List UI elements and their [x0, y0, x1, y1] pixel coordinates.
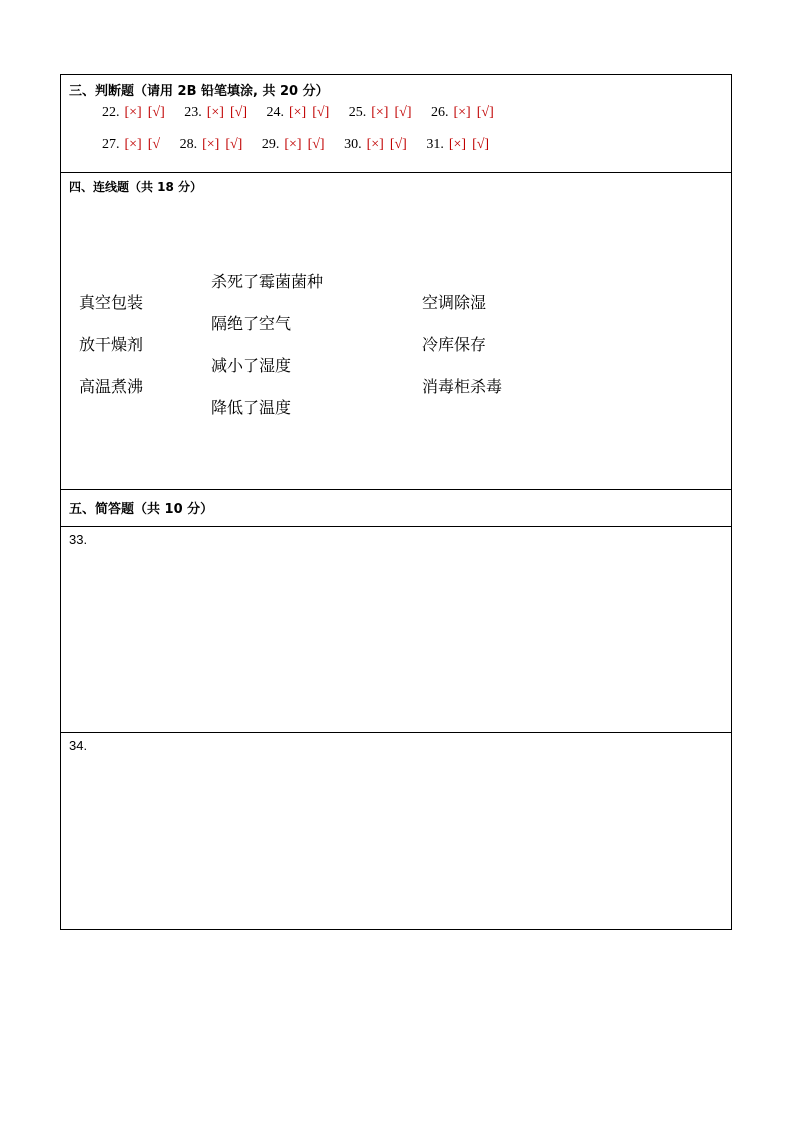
question-number: 23.: [184, 105, 202, 120]
right-option-bubble[interactable]: [√]: [225, 137, 243, 152]
matching-left-item[interactable]: 真空包装: [79, 293, 144, 312]
wrong-option-bubble[interactable]: [×]: [206, 105, 224, 120]
short-answer-section: [61, 489, 731, 526]
matching-right-item[interactable]: 消毒柜杀毒: [422, 377, 503, 396]
judgment-item: [102, 137, 166, 153]
matching-middle-item[interactable]: 降低了温度: [211, 398, 292, 417]
right-option-bubble[interactable]: [√]: [229, 105, 247, 120]
judgment-section: [61, 75, 731, 172]
matching-section: [61, 172, 731, 489]
matching-section-title: 四、连线题（共 18 分）: [69, 180, 203, 194]
question-number: 26.: [431, 105, 449, 120]
right-option-bubble[interactable]: [√]: [476, 105, 494, 120]
right-option-bubble[interactable]: [√]: [472, 137, 490, 152]
judgment-section-title: 三、判断题（请用 2B 铅笔填涂, 共 20 分）: [69, 84, 329, 99]
question-number: 25.: [348, 105, 367, 120]
judgment-item: [102, 105, 171, 121]
right-option-bubble[interactable]: [√]: [147, 105, 165, 120]
wrong-option-bubble[interactable]: [×]: [289, 105, 307, 120]
short-answer-section-title: 五、简答题（共 10 分）: [69, 502, 214, 517]
matching-right-item[interactable]: 冷库保存: [422, 335, 487, 354]
matching-left-item[interactable]: 放干燥剂: [79, 335, 144, 354]
judgment-item: [262, 137, 331, 153]
question-number: 33.: [69, 532, 88, 547]
judgment-item: [184, 105, 253, 121]
question-number: 22.: [102, 105, 120, 120]
matching-middle-item[interactable]: 隔绝了空气: [211, 314, 292, 333]
question-number: 31.: [426, 137, 444, 152]
question-number: 34.: [69, 738, 88, 753]
question-number: 27.: [102, 137, 120, 152]
wrong-option-bubble[interactable]: [×]: [284, 137, 302, 152]
judgment-item: [431, 105, 500, 121]
judgment-row-1: [102, 105, 510, 121]
wrong-option-bubble[interactable]: [×]: [124, 105, 142, 120]
wrong-option-bubble[interactable]: [×]: [202, 137, 220, 152]
judgment-item: [426, 137, 495, 153]
question-number: 24.: [266, 105, 284, 120]
question-number: 29.: [261, 137, 280, 152]
wrong-option-bubble[interactable]: [×]: [371, 105, 389, 120]
answer-area-34[interactable]: [61, 732, 731, 929]
wrong-option-bubble[interactable]: [×]: [448, 137, 467, 152]
answer-area-33[interactable]: [61, 526, 731, 732]
right-option-bubble[interactable]: [√]: [307, 137, 325, 152]
right-option-bubble[interactable]: [√: [147, 137, 161, 152]
wrong-option-bubble[interactable]: [×]: [124, 137, 142, 152]
judgment-row-2: [102, 137, 505, 153]
question-number: 28.: [179, 137, 198, 152]
matching-right-item[interactable]: 空调除湿: [422, 293, 487, 312]
judgment-item: [180, 137, 249, 153]
right-option-bubble[interactable]: [√]: [389, 137, 407, 152]
judgment-item: [344, 137, 413, 153]
right-option-bubble[interactable]: [√]: [394, 105, 412, 120]
matching-middle-item[interactable]: 杀死了霉菌菌种: [211, 272, 324, 291]
answer-sheet: [60, 74, 732, 930]
judgment-item: [267, 105, 336, 121]
judgment-item: [349, 105, 418, 121]
matching-middle-item[interactable]: 减小了湿度: [211, 356, 292, 375]
matching-left-item[interactable]: 高温煮沸: [79, 377, 144, 396]
question-number: 30.: [344, 137, 362, 152]
wrong-option-bubble[interactable]: [×]: [453, 105, 471, 120]
wrong-option-bubble[interactable]: [×]: [366, 137, 384, 152]
right-option-bubble[interactable]: [√]: [312, 105, 330, 120]
